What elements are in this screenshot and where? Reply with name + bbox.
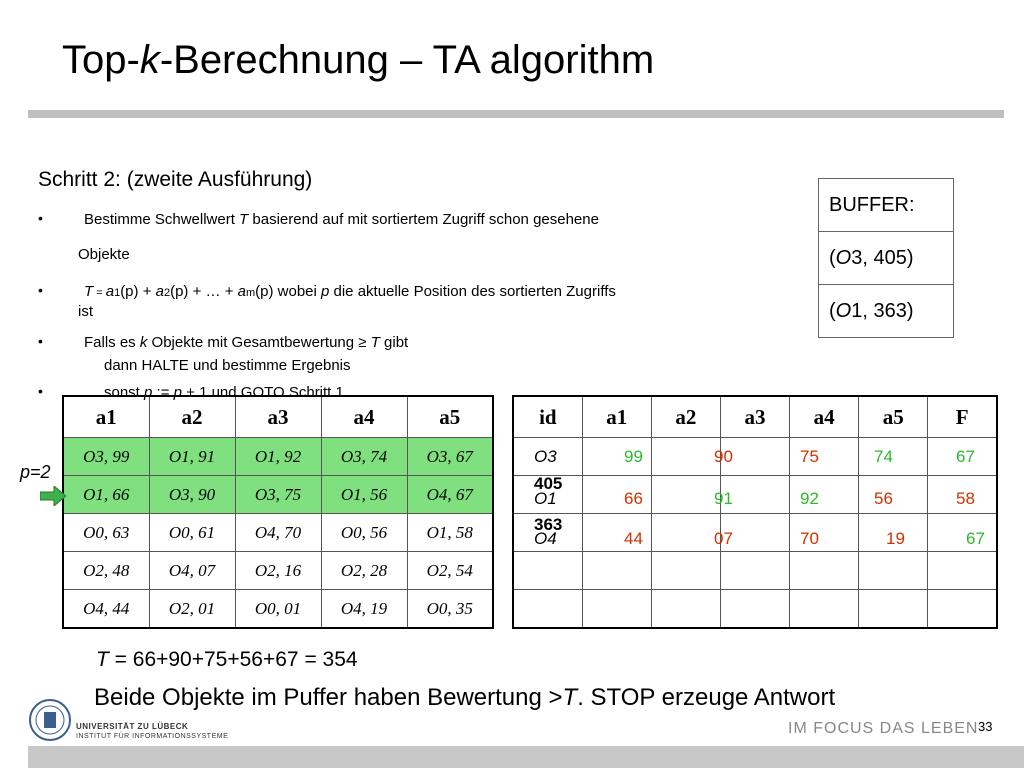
table-cell: O0, 61 [149,514,235,552]
buffer-entry: (O1, 363) [819,285,954,338]
column-header: a2 [651,396,720,438]
table-cell: O3, 75 [235,476,321,514]
bullet-4: sonst p := p + 1 und GOTO Schritt 1 [104,384,344,401]
result-id: O3 [534,447,557,466]
result-value: 66 [624,489,643,508]
result-value: 99 [624,447,643,466]
result-value: 58 [956,489,975,508]
result-id: O4 [534,529,557,548]
title-part: -Berechnung – TA algorithm [159,38,655,82]
bullet-dot: • [38,210,43,226]
result-value: 67 [966,529,985,548]
footer-slogan: IM FOCUS DAS LEBEN [788,720,979,737]
results-table [512,395,998,629]
table-cell: O2, 01 [149,590,235,629]
table-row [513,552,997,590]
result-value: 90 [714,447,733,466]
result-id: O1 [534,489,557,508]
table-cell: O2, 48 [63,552,149,590]
table-cell: O1, 66 [63,476,149,514]
pointer-label: p=2 [20,462,51,482]
university-seal-icon [28,698,72,742]
table-cell: O0, 35 [407,590,493,629]
buffer-table [818,178,954,338]
institute-name: INSTITUT FÜR INFORMATIONSSYSTEME [76,733,229,740]
column-header: a2 [149,396,235,438]
bullet-1-line-1: Bestimme Schwellwert T basierend auf mit sortiertem Zugriff schon gesehene [84,211,599,228]
title-divider [28,110,1004,118]
table-cell: O3, 90 [149,476,235,514]
column-header: a3 [235,396,321,438]
result-value: 67 [956,447,975,466]
result-value: 19 [886,529,905,548]
table-cell: O4, 44 [63,590,149,629]
table-cell: O1, 92 [235,438,321,476]
table-row [513,590,997,629]
table-cell: O0, 63 [63,514,149,552]
column-header: F [928,396,997,438]
table-cell: O3, 99 [63,438,149,476]
table-cell: O1, 58 [407,514,493,552]
bullet-dot: • [38,383,43,399]
table-row [513,438,997,476]
table-row [63,514,493,552]
column-header: a3 [720,396,789,438]
result-score: 405 [534,474,563,493]
column-header: a5 [859,396,928,438]
column-header: id [513,396,582,438]
bullet-3-line-2: dann HALTE und bestimme Ergebnis [104,357,351,374]
title-part: Top- [62,38,140,82]
table-cell: O0, 01 [235,590,321,629]
table-cell: O0, 56 [321,514,407,552]
table-cell: O2, 16 [235,552,321,590]
sorted-access-table [62,395,494,629]
table-row [63,552,493,590]
table-cell: O4, 07 [149,552,235,590]
table-row [513,476,997,514]
pointer-arrow-icon [40,486,66,506]
table-cell: O2, 28 [321,552,407,590]
result-value: 92 [800,489,819,508]
buffer-header: BUFFER: [819,179,954,232]
table-cell: O4, 19 [321,590,407,629]
table-cell: O3, 74 [321,438,407,476]
result-value: 75 [800,447,819,466]
table-cell: O3, 67 [407,438,493,476]
bullet-dot: • [38,282,43,298]
buffer-entry: (O3, 405) [819,232,954,285]
title-k: k [139,38,160,82]
column-header: a1 [63,396,149,438]
page-title [62,38,654,83]
bullet-3-line-1: Falls es k Objekte mit Gesamtbewertung ≥ T gibt [84,334,409,351]
column-header: a4 [790,396,859,438]
bullet-2-line-1: T = a1(p) + a2(p) + … + am(p) wobei p die aktuelle Position des sortierten Zugriffs [84,283,616,300]
column-header: a5 [407,396,493,438]
column-header: a4 [321,396,407,438]
table-cell: O2, 54 [407,552,493,590]
result-value: 07 [714,529,733,548]
table-row [513,514,997,552]
result-value: 56 [874,489,893,508]
university-name: UNIVERSITÄT ZU LÜBECK [76,722,189,731]
table-cell: O4, 70 [235,514,321,552]
bullet-2-line-2: ist [78,303,93,320]
result-value: 44 [624,529,643,548]
table-row [63,476,493,514]
table-cell: O4, 67 [407,476,493,514]
bullet-1-line-2: Objekte [78,246,130,263]
footer-bar [28,746,1024,768]
column-header: a1 [582,396,651,438]
table-row [63,590,493,629]
table-cell: O1, 56 [321,476,407,514]
result-value: 70 [800,529,819,548]
result-score: 363 [534,515,563,534]
bullet-dot: • [38,333,43,349]
table-row [63,438,493,476]
stop-statement: Beide Objekte im Puffer haben Bewertung >T. STOP erzeuge Antwort [94,684,836,711]
page-number: 33 [978,719,993,734]
result-value: 74 [874,447,893,466]
result-value: 91 [714,489,733,508]
threshold-formula: T = 66+90+75+56+67 = 354 [96,648,358,671]
step-heading: Schritt 2: (zweite Ausführung) [38,168,313,191]
table-cell: O1, 91 [149,438,235,476]
